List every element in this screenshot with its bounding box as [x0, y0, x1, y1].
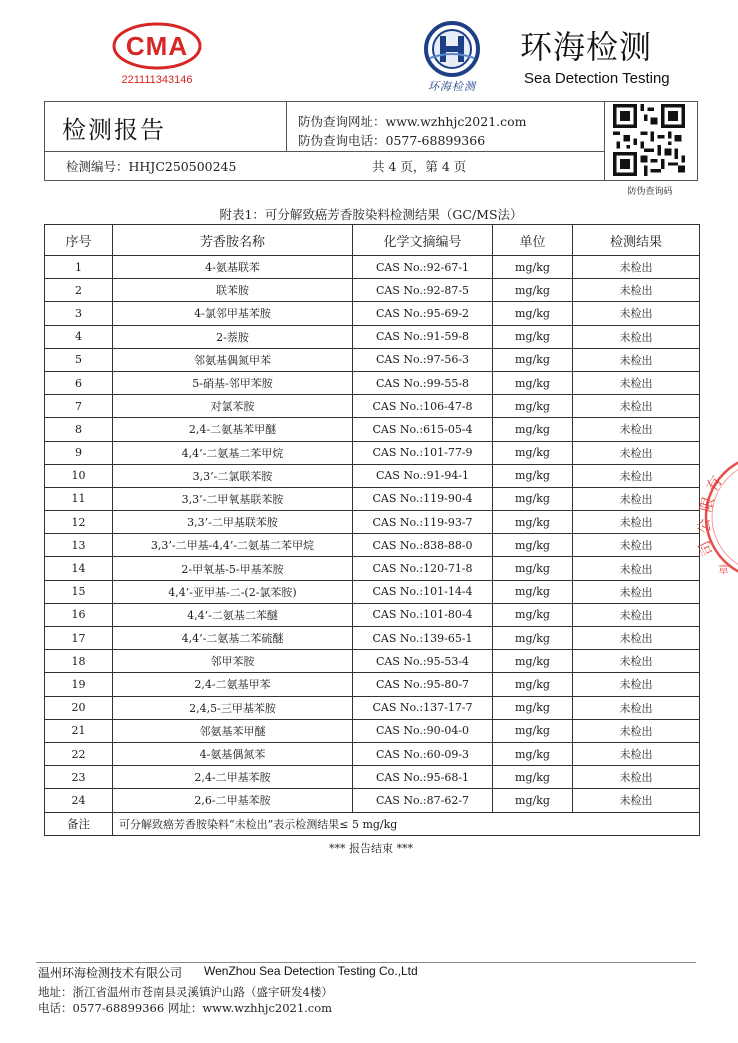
report-number: 检测编号：HHJC250500245 [66, 159, 237, 174]
row-serial: 12 [45, 511, 113, 534]
anti-fake-url: 防伪查询网址：www.wzhhjc2021.com [298, 114, 527, 129]
table-row [45, 557, 700, 580]
table-row [45, 395, 700, 418]
row-result: 未检出 [573, 650, 700, 673]
row-result: 未检出 [573, 696, 700, 719]
row-serial: 24 [45, 789, 113, 812]
row-cas-number: CAS No.:95-68-1 [353, 766, 493, 789]
row-unit: mg/kg [493, 418, 573, 441]
row-amine-name: 邻氨基苯甲醚 [113, 719, 353, 742]
table-row [45, 603, 700, 626]
row-amine-name: 4,4’-亚甲基-二-(2-氯苯胺) [113, 580, 353, 603]
header-amine-name: 芳香胺名称 [113, 225, 353, 256]
row-unit: mg/kg [493, 650, 573, 673]
table-row [45, 789, 700, 812]
row-result: 未检出 [573, 511, 700, 534]
row-serial: 11 [45, 487, 113, 510]
svg-text:章: 章 [718, 563, 729, 576]
svg-text:公: 公 [694, 517, 714, 535]
row-cas-number: CAS No.:95-80-7 [353, 673, 493, 696]
cma-logo [112, 22, 202, 70]
row-serial: 9 [45, 441, 113, 464]
footer-divider [36, 962, 696, 963]
row-unit: mg/kg [493, 696, 573, 719]
row-serial: 19 [45, 673, 113, 696]
row-amine-name: 2,6-二甲基苯胺 [113, 789, 353, 812]
table-row [45, 719, 700, 742]
qr-caption: 防伪查询码 [627, 187, 673, 197]
note-label: 备注 [45, 812, 113, 835]
header-serial: 序号 [45, 225, 113, 256]
row-amine-name: 2,4-二氨基苯甲醚 [113, 418, 353, 441]
row-unit: mg/kg [493, 279, 573, 302]
row-serial: 15 [45, 580, 113, 603]
row-amine-name: 5-硝基-邻甲苯胺 [113, 371, 353, 394]
row-amine-name: 邻甲苯胺 [113, 650, 353, 673]
row-cas-number: CAS No.:106-47-8 [353, 395, 493, 418]
table-row [45, 256, 700, 279]
row-cas-number: CAS No.:119-90-4 [353, 487, 493, 510]
row-amine-name: 对氯苯胺 [113, 395, 353, 418]
row-result: 未检出 [573, 766, 700, 789]
row-serial: 21 [45, 719, 113, 742]
row-unit: mg/kg [493, 348, 573, 371]
row-serial: 17 [45, 627, 113, 650]
row-unit: mg/kg [493, 534, 573, 557]
row-cas-number: CAS No.:60-09-3 [353, 742, 493, 765]
row-serial: 5 [45, 348, 113, 371]
table-caption: 附表1：可分解致癌芳香胺染料检测结果（GC/MS法） [219, 207, 523, 222]
table-row [45, 325, 700, 348]
svg-text:限: 限 [696, 494, 718, 515]
row-result: 未检出 [573, 580, 700, 603]
row-unit: mg/kg [493, 325, 573, 348]
svg-text:CMA: CMA [125, 31, 189, 61]
qr-code-icon [613, 104, 685, 176]
row-cas-number: CAS No.:91-59-8 [353, 325, 493, 348]
row-unit: mg/kg [493, 395, 573, 418]
row-unit: mg/kg [493, 371, 573, 394]
row-serial: 18 [45, 650, 113, 673]
row-unit: mg/kg [493, 627, 573, 650]
table-row [45, 487, 700, 510]
row-unit: mg/kg [493, 302, 573, 325]
row-unit: mg/kg [493, 557, 573, 580]
row-result: 未检出 [573, 325, 700, 348]
row-amine-name: 2-萘胺 [113, 325, 353, 348]
row-result: 未检出 [573, 742, 700, 765]
row-amine-name: 4-氨基联苯 [113, 256, 353, 279]
header-result: 检测结果 [573, 225, 700, 256]
row-cas-number: CAS No.:615-05-4 [353, 418, 493, 441]
table-row [45, 511, 700, 534]
row-unit: mg/kg [493, 742, 573, 765]
row-result: 未检出 [573, 603, 700, 626]
row-result: 未检出 [573, 348, 700, 371]
row-result: 未检出 [573, 557, 700, 580]
row-serial: 23 [45, 766, 113, 789]
row-result: 未检出 [573, 487, 700, 510]
row-amine-name: 4,4’-二氨基二苯甲烷 [113, 441, 353, 464]
page-info: 共 4 页，第 4 页 [372, 159, 467, 174]
report-end-mark: *** 报告结束 *** [329, 842, 413, 855]
row-serial: 13 [45, 534, 113, 557]
footer-contact: 电话：0577-68899366 网址：www.wzhhjc2021.com [38, 1001, 333, 1015]
row-amine-name: 4-氯邻甲基苯胺 [113, 302, 353, 325]
row-serial: 14 [45, 557, 113, 580]
row-unit: mg/kg [493, 464, 573, 487]
company-name-en: Sea Detection Testing [524, 70, 670, 87]
company-emblem-text: 环海检测 [428, 80, 476, 93]
row-result: 未检出 [573, 673, 700, 696]
header-unit: 单位 [493, 225, 573, 256]
row-amine-name: 2,4-二甲基苯胺 [113, 766, 353, 789]
row-unit: mg/kg [493, 487, 573, 510]
row-cas-number: CAS No.:137-17-7 [353, 696, 493, 719]
row-amine-name: 2,4-二氨基甲苯 [113, 673, 353, 696]
company-name-cn: 环海检测 [520, 28, 653, 66]
report-title: 检测报告 [62, 116, 166, 144]
row-cas-number: CAS No.:90-04-0 [353, 719, 493, 742]
row-serial: 3 [45, 302, 113, 325]
row-unit: mg/kg [493, 766, 573, 789]
footer-company-cn: 温州环海检测技术有限公司 [38, 966, 183, 980]
table-row [45, 742, 700, 765]
svg-text:司: 司 [694, 537, 718, 559]
row-unit: mg/kg [493, 603, 573, 626]
row-unit: mg/kg [493, 789, 573, 812]
row-cas-number: CAS No.:95-69-2 [353, 302, 493, 325]
row-serial: 16 [45, 603, 113, 626]
row-amine-name: 4,4’-二氨基二苯醚 [113, 603, 353, 626]
company-seal-stamp [690, 455, 738, 585]
row-unit: mg/kg [493, 511, 573, 534]
row-result: 未检出 [573, 464, 700, 487]
row-result: 未检出 [573, 789, 700, 812]
row-serial: 10 [45, 464, 113, 487]
row-amine-name: 邻氨基偶氮甲苯 [113, 348, 353, 371]
row-cas-number: CAS No.:99-55-8 [353, 371, 493, 394]
table-header-row [45, 225, 700, 256]
row-result: 未检出 [573, 534, 700, 557]
row-amine-name: 2-甲氧基-5-甲基苯胺 [113, 557, 353, 580]
row-serial: 6 [45, 371, 113, 394]
row-cas-number: CAS No.:101-80-4 [353, 603, 493, 626]
table-row [45, 302, 700, 325]
row-amine-name: 3,3’-二氯联苯胺 [113, 464, 353, 487]
row-unit: mg/kg [493, 580, 573, 603]
row-unit: mg/kg [493, 719, 573, 742]
header-cas-number: 化学文摘编号 [353, 225, 493, 256]
row-amine-name: 2,4,5-三甲基苯胺 [113, 696, 353, 719]
row-cas-number: CAS No.:91-94-1 [353, 464, 493, 487]
table-row [45, 279, 700, 302]
row-amine-name: 联苯胺 [113, 279, 353, 302]
row-result: 未检出 [573, 279, 700, 302]
table-row [45, 673, 700, 696]
row-cas-number: CAS No.:87-62-7 [353, 789, 493, 812]
table-row [45, 348, 700, 371]
row-amine-name: 3,3’-二甲基联苯胺 [113, 511, 353, 534]
row-cas-number: CAS No.:119-93-7 [353, 511, 493, 534]
row-result: 未检出 [573, 256, 700, 279]
table-row [45, 650, 700, 673]
row-unit: mg/kg [493, 256, 573, 279]
row-result: 未检出 [573, 418, 700, 441]
row-serial: 7 [45, 395, 113, 418]
row-serial: 22 [45, 742, 113, 765]
row-cas-number: CAS No.:92-67-1 [353, 256, 493, 279]
row-unit: mg/kg [493, 673, 573, 696]
table-row [45, 418, 700, 441]
table-row [45, 371, 700, 394]
row-cas-number: CAS No.:838-88-0 [353, 534, 493, 557]
results-table [44, 224, 700, 836]
row-result: 未检出 [573, 395, 700, 418]
row-result: 未检出 [573, 302, 700, 325]
row-cas-number: CAS No.:101-77-9 [353, 441, 493, 464]
footer-address: 地址：浙江省温州市苍南县灵溪镇沪山路（盛宇研发4楼） [38, 985, 333, 999]
table-body [45, 256, 700, 813]
anti-fake-phone: 防伪查询电话：0577-68899366 [298, 133, 486, 148]
table-row [45, 766, 700, 789]
note-row [45, 812, 700, 835]
company-emblem-icon [420, 20, 484, 78]
row-cas-number: CAS No.:92-87-5 [353, 279, 493, 302]
table-row [45, 534, 700, 557]
row-amine-name: 3,3’-二甲氧基联苯胺 [113, 487, 353, 510]
svg-text:有: 有 [702, 472, 726, 496]
row-cas-number: CAS No.:101-14-4 [353, 580, 493, 603]
row-amine-name: 4-氨基偶氮苯 [113, 742, 353, 765]
row-cas-number: CAS No.:120-71-8 [353, 557, 493, 580]
row-serial: 8 [45, 418, 113, 441]
row-cas-number: CAS No.:95-53-4 [353, 650, 493, 673]
row-serial: 4 [45, 325, 113, 348]
table-row [45, 580, 700, 603]
footer-company-en: WenZhou Sea Detection Testing Co.,Ltd [204, 964, 418, 978]
table-row [45, 627, 700, 650]
note-text: 可分解致癌芳香胺染料“未检出”表示检测结果≤ 5 mg/kg [113, 812, 700, 835]
row-cas-number: CAS No.:139-65-1 [353, 627, 493, 650]
table-row [45, 696, 700, 719]
row-serial: 1 [45, 256, 113, 279]
table-row [45, 464, 700, 487]
row-unit: mg/kg [493, 441, 573, 464]
table-row [45, 441, 700, 464]
row-result: 未检出 [573, 627, 700, 650]
row-serial: 2 [45, 279, 113, 302]
cma-number: 221111343146 [121, 74, 193, 86]
row-amine-name: 3,3’-二甲基-4,4’-二氨基二苯甲烷 [113, 534, 353, 557]
row-result: 未检出 [573, 719, 700, 742]
row-cas-number: CAS No.:97-56-3 [353, 348, 493, 371]
row-amine-name: 4,4’-二氨基二苯硫醚 [113, 627, 353, 650]
row-serial: 20 [45, 696, 113, 719]
row-result: 未检出 [573, 371, 700, 394]
row-result: 未检出 [573, 441, 700, 464]
